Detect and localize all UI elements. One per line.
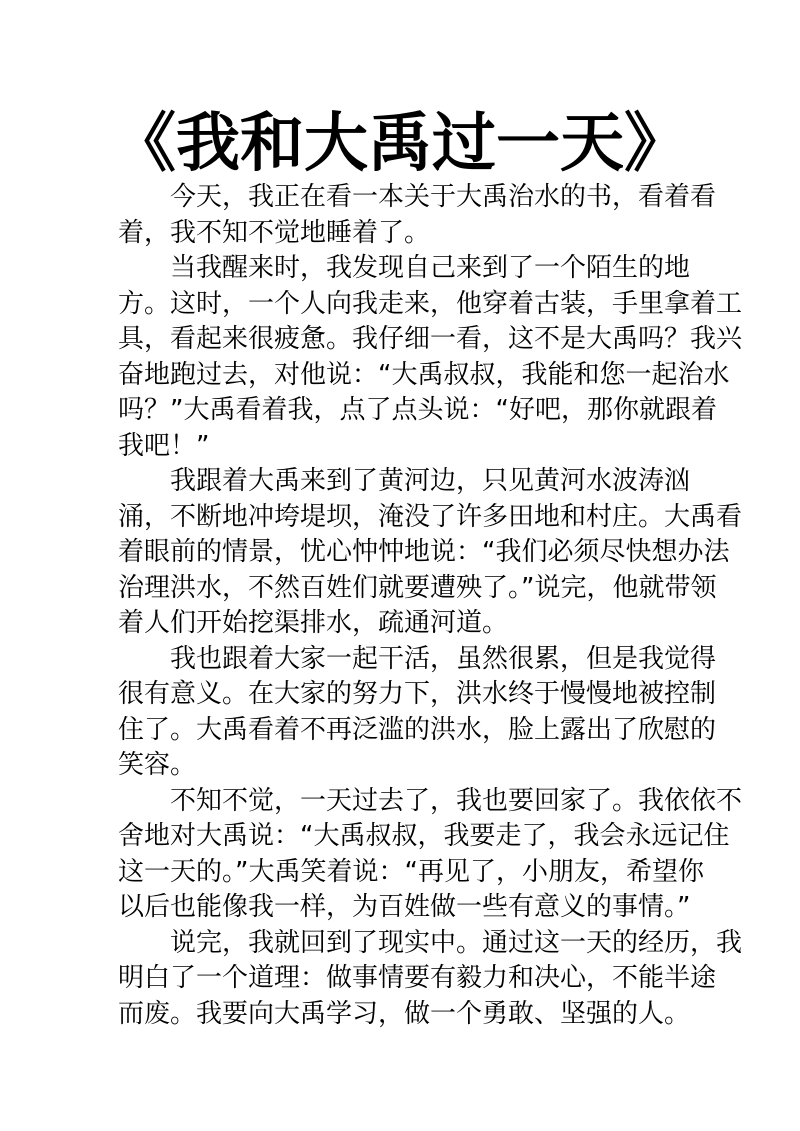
text-line: 方。这时，一个人向我走来，他穿着古装，手里拿着工 [118, 288, 743, 319]
paragraph [118, 180, 717, 251]
text-line: 我吧！” [118, 430, 210, 461]
essay-body [118, 180, 743, 1032]
paragraph [118, 926, 743, 1033]
text-line: 说完，我就回到了现实中。通过这一天的经历，我 [170, 927, 743, 958]
text-line: 而废。我要向大禹学习，做一个勇敢、坚强的人。 [118, 998, 691, 1029]
text-line: 我也跟着大家一起干活，虽然很累，但是我觉得 [170, 643, 717, 674]
text-line: 治理洪水，不然百姓们就要遭殃了。”说完，他就带领 [118, 572, 717, 603]
text-line: 住了。大禹看着不再泛滥的洪水，脸上露出了欣慰的 [118, 714, 717, 745]
text-line: 我跟着大禹来到了黄河边，只见黄河水波涛汹 [170, 466, 691, 496]
text-line: 涌，不断地冲垮堤坝，淹没了许多田地和村庄。大禹看 [118, 501, 743, 532]
paragraph [118, 464, 743, 642]
text-line: 不知不觉，一天过去了，我也要回家了。我依依不 [170, 785, 743, 816]
text-line: 着眼前的情景，忧心忡忡地说：“我们必须尽快想办法 [118, 537, 730, 567]
paragraph [118, 642, 717, 784]
page-title: 《我和大禹过一天》 [112, 107, 688, 181]
paragraph [118, 251, 743, 464]
text-line: 具，看起来很疲惫。我仔细一看，这不是大禹吗？我兴 [118, 324, 743, 354]
text-line: 着，我不知不觉地睡着了。 [118, 217, 431, 248]
text-line: 以后也能像我一样，为百姓做一些有意义的事情。” [118, 892, 691, 922]
text-line: 很有意义。在大家的努力下，洪水终于慢慢地被控制 [118, 679, 717, 709]
text-line: 奋地跑过去，对他说：“大禹叔叔，我能和您一起治水 [118, 359, 730, 390]
text-line: 明白了一个道理：做事情要有毅力和决心，不能半途 [118, 963, 717, 993]
text-line: 今天，我正在看一本关于大禹治水的书，看着看 [170, 182, 717, 212]
text-line: 吗？”大禹看着我，点了点头说：“好吧，那你就跟着 [118, 395, 717, 425]
text-line: 当我醒来时，我发现自己来到了一个陌生的地 [170, 253, 691, 283]
text-line: 舍地对大禹说：“大禹叔叔，我要走了，我会永远记住 [118, 821, 730, 851]
text-line: 着人们开始挖渠排水，疏通河道。 [118, 608, 509, 638]
text-line: 这一天的。”大禹笑着说：“再见了，小朋友，希望你 [118, 856, 704, 887]
paragraph [118, 784, 743, 926]
text-line: 笑容。 [118, 750, 197, 780]
